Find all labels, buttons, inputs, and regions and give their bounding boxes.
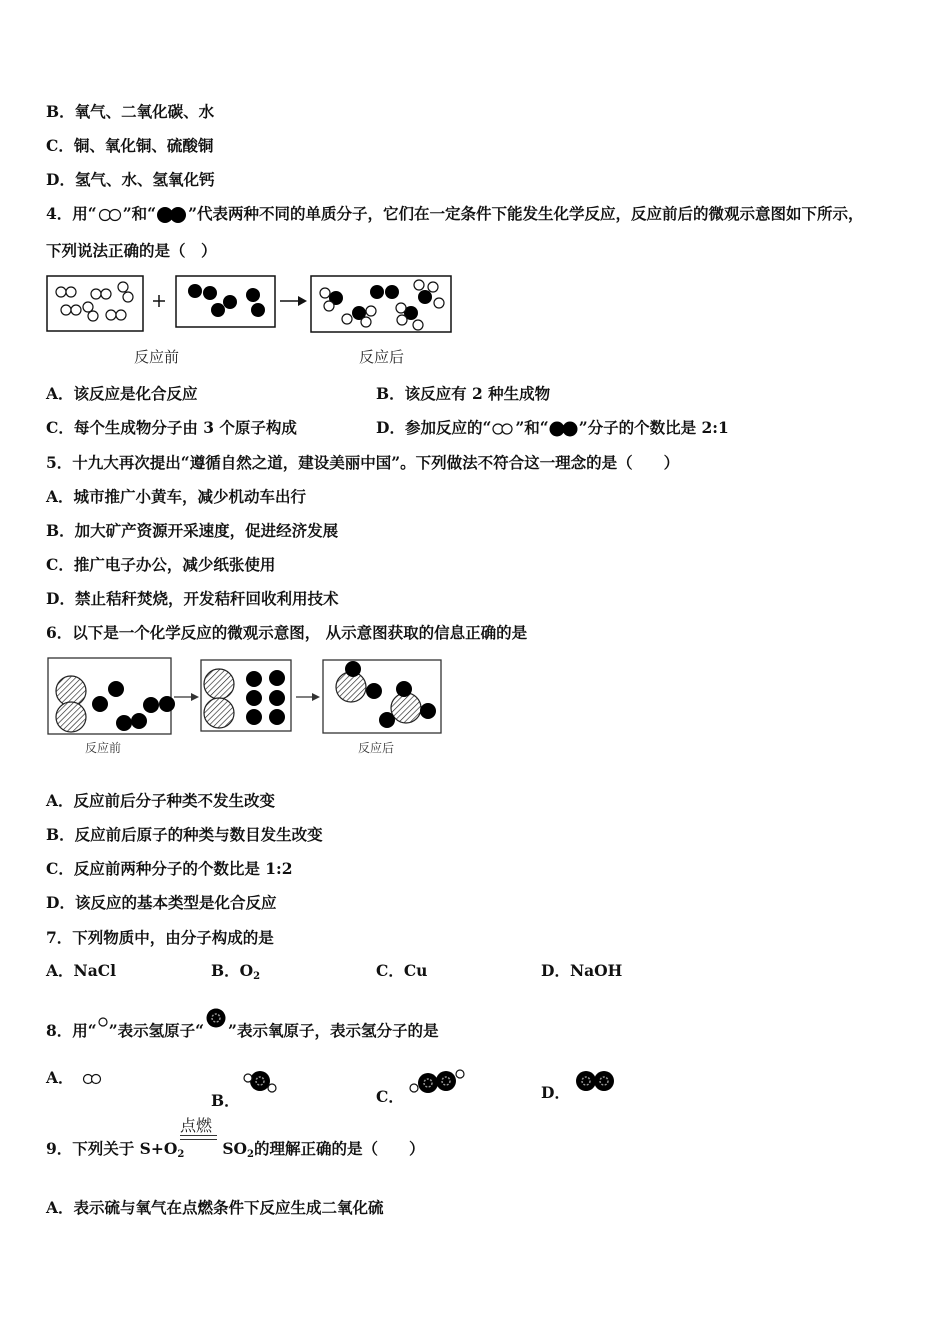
black-molecule-icon [549, 420, 579, 438]
q7-option-a: A．NaCl [46, 961, 116, 980]
q4-stem: 4．用“ ”和“ ”代表两种不同的单质分子，它们在一定条件下能发生化学反应，反应前后的微观示意图如下所示， [46, 204, 864, 223]
black-molecule-icon [156, 206, 188, 224]
q6-fig-after-label: 反应后 [358, 741, 395, 755]
q4-stem-line2: 下列说法正确的是（ ） [46, 241, 217, 260]
water-molecule-icon [240, 1068, 288, 1102]
q6-fig-before-label: 反应前 [85, 741, 122, 755]
q5-stem: 5．十九大再次提出“遵循自然之道，建设美丽中国”。下列做法不符合这一理念的是（ ） [46, 453, 680, 472]
q6-option-a: A．反应前后分子种类不发生改变 [46, 791, 276, 810]
hydrogen-molecule-icon [74, 1070, 114, 1088]
q4-fig-after-label: 反应后 [359, 348, 405, 366]
q8-option-b: B． [211, 1068, 288, 1111]
reaction-condition-label: 点燃 [180, 1116, 213, 1135]
q4-reaction-figure [46, 273, 456, 337]
q4-option-c: C．每个生成物分子由 3 个原子构成 [46, 418, 297, 437]
q6-reaction-figure [46, 656, 446, 738]
q6-option-b: B．反应前后原子的种类与数目发生改变 [46, 825, 323, 844]
white-molecule-icon [491, 422, 515, 436]
q8-option-c: C． [376, 1068, 466, 1107]
q3-option-b: B．氧气、二氧化碳、水 [46, 102, 215, 121]
q7-stem: 7．下列物质中，由分子构成的是 [46, 928, 274, 947]
q6-option-c: C．反应前两种分子的个数比是 1:2 [46, 859, 293, 878]
q5-option-c: C．推广电子办公，减少纸张使用 [46, 555, 276, 574]
hydrogen-peroxide-molecule-icon [404, 1068, 466, 1098]
q8-stem: 8．用“ ”表示氢原子“ ”表示氧原子，表示氢分子的是 [46, 1008, 438, 1041]
hydrogen-atom-icon [97, 1016, 109, 1038]
oxygen-molecule-icon [570, 1068, 618, 1094]
q6-stem: 6．以下是一个化学反应的微观示意图， 从示意图获取的信息正确的是 [46, 623, 528, 642]
q5-option-a: A．城市推广小黄车，减少机动车出行 [46, 487, 307, 506]
white-molecule-icon [97, 208, 123, 222]
oxygen-atom-icon [204, 1008, 228, 1034]
q3-option-c: C．铜、氧化铜、硫酸铜 [46, 136, 214, 155]
q8-option-d: D． [541, 1068, 618, 1103]
q9-stem: 9．下列关于 $S+O_2$ $SO_2$的理解正确的是（ ） [46, 1139, 425, 1160]
q7-option-d: D．NaOH [541, 961, 623, 980]
q5-option-d: D．禁止秸秆焚烧，开发秸秆回收利用技术 [46, 589, 339, 608]
q4-option-d: D．参加反应的“ ”和“ ”分子的个数比是 2:1 [376, 418, 729, 437]
q9-option-a: A．表示硫与氧气在点燃条件下反应生成二氧化硫 [46, 1198, 384, 1217]
q6-option-d: D．该反应的基本类型是化合反应 [46, 893, 277, 912]
q4-option-a: A．该反应是化合反应 [46, 384, 198, 403]
q5-option-b: B．加大矿产资源开采速度，促进经济发展 [46, 521, 339, 540]
q4-fig-before-label: 反应前 [134, 348, 180, 366]
q7-option-c: C．Cu [376, 961, 428, 980]
q7-option-b: B．$O_2$ [211, 961, 261, 982]
q8-option-a: A． [46, 1068, 114, 1088]
q4-option-b: B．该反应有 2 种生成物 [376, 384, 551, 403]
q3-option-d: D．氢气、水、氢氧化钙 [46, 170, 215, 189]
double-line-arrow [180, 1134, 218, 1142]
